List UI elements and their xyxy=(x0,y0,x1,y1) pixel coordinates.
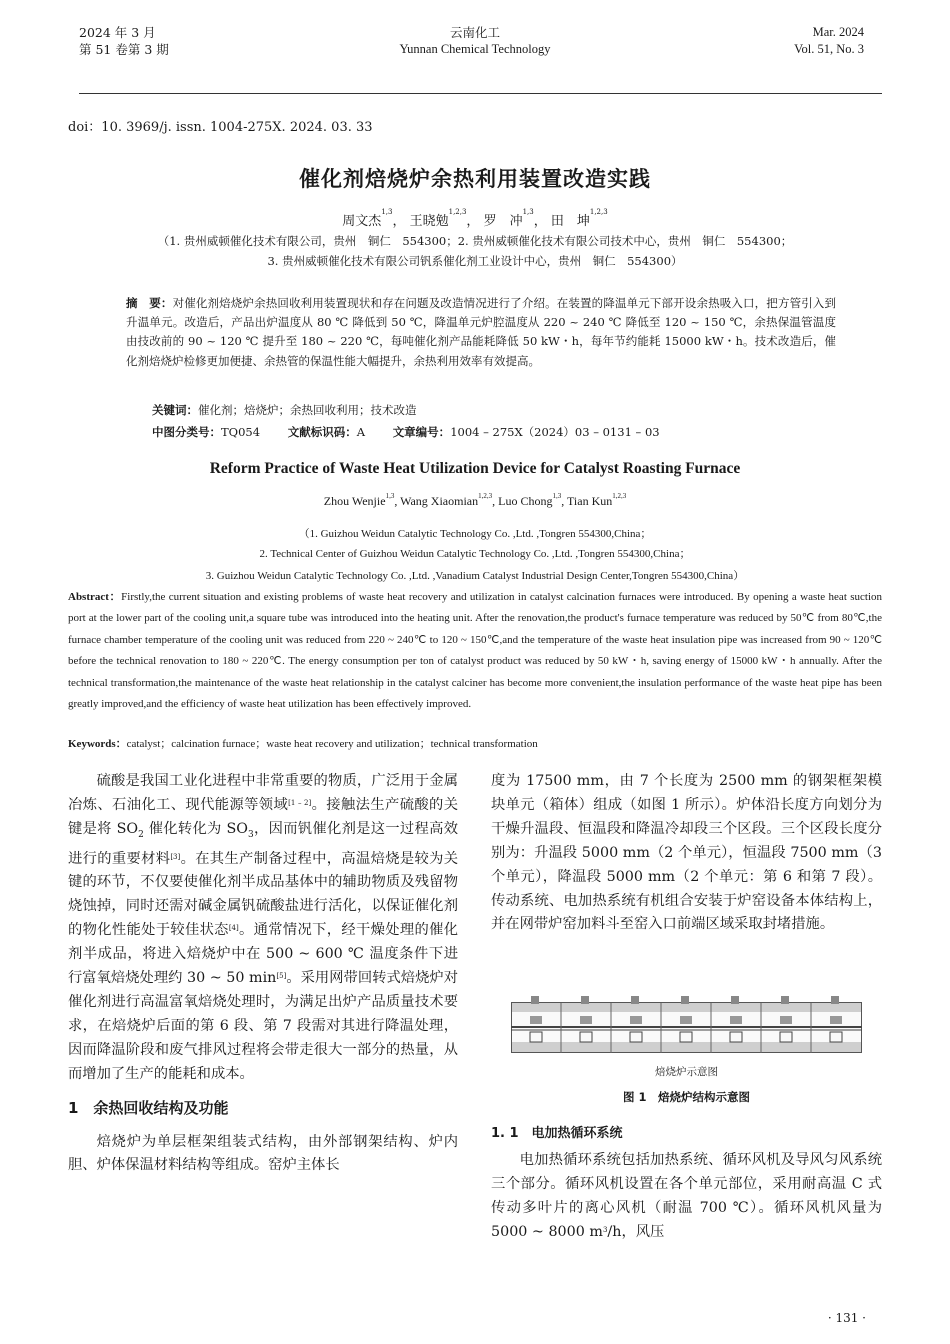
abstract-text: 对催化剂焙烧炉余热回收利用装置现状和存在问题及改造情况进行了介绍。在装置的降温单元下部开设余热吸入口，把方管引入到升温单元。改造后，产品出炉温度从 80 ℃ 降低到 50 ℃，降温单元炉腔温度从 220 ~ 240 ℃ 降低至 120 ~ 150 ℃，余热保温管温度由技改前的 90 ~ 120 ℃ 提升至 180 ~ 220 ℃，每吨催化剂产品能耗降低 50 kW・h，每年节约能耗 15000 kW・h。技术改造后，催化剂焙烧炉检修更加便捷、余热管的保温性能大幅提升，余热利用效率有效提高。 xyxy=(126,296,837,368)
duct-box xyxy=(830,1016,842,1024)
figure-sublabel: 焙烧炉示意图 xyxy=(655,1066,718,1078)
doi: doi：10. 3969/j. issn. 1004-275X. 2024. 03. 33 xyxy=(68,120,373,135)
body-paragraph: 焙烧炉为单层框架组装式结构，由外部钢架结构、炉内胆、炉体保温材料结构等组成。窑炉主体长 xyxy=(68,1133,458,1174)
section-heading: 1 余热回收结构及功能 xyxy=(68,1098,229,1117)
subsection-heading: 1. 1 电加热循环系统 xyxy=(491,1126,623,1141)
body-right-column xyxy=(491,770,882,937)
paper-title-en: Reform Practice of Waste Heat Utilization Device for Catalyst Roasting Furnace xyxy=(209,460,741,477)
author-affiliation-mark: 1,2,3 xyxy=(448,208,467,216)
citation: [5] xyxy=(276,972,287,981)
text-run: 。通常情况下，经干燥处理的催化剂半成品，将进入焙烧炉中在 500 ~ 600 ℃ 温度条件下进行富氧焙烧处理约 30 ~ 50 min xyxy=(68,922,459,987)
body-paragraph xyxy=(491,1149,882,1245)
text-run: 。采用网带回转式焙烧炉对催化剂进行高温富氧焙烧处理时，为满足出炉产品质量技术要求，在焙烧炉后面的第 6 段、第 7 段需对其进行降温处理，因而降温阶段和废气排风过程将会带走很大一部分的热量，从而增加了生产的能耗和成本。 xyxy=(68,970,458,1082)
affiliation-line-en: 2. Technical Center of Guizhou Weidun Catalytic Technology Co. ,Ltd. ,Tongren 554300,China； xyxy=(259,548,691,560)
paper-title: 催化剂焙烧炉余热利用装置改造实践 xyxy=(299,167,651,191)
citation: [3] xyxy=(170,852,181,861)
clc-label: 中图分类号： xyxy=(152,425,221,439)
duct-box xyxy=(530,1016,542,1024)
text-run: 硫酸是我国工业化进程中非常重要的物质，广泛用于金属冶炼、石油化工、现代能源等领域 xyxy=(68,773,458,813)
author: 周文杰 xyxy=(342,214,382,229)
keywords xyxy=(152,402,417,418)
abstract-text-en: Firstly,the current situation and existing problems of waste heat recovery and utilization in catalyst calcination furnaces were introduced. By opening a waste heat suction port at the lower part of the cooling unit,a square tube was introduced into the heating unit. After the renovation,the product's furnace temperature was reduced by 50℃ from 80℃,the furnace chamber temperature of the cooling unit was reduced from 220 ~ 240℃ to 120 ~ 150℃,and the temperature of the waste heat insulation pipe was increased from 90 ~ 120℃ before the technical renovation to 180 ~ 220℃. The energy consumption per ton of catalyst product was reduced by 50 kW・h, saving energy of 15000 kW・h annually. After the technical transformation,the maintenance of the waste heat relationship in the catalyst calciner has become more convenient,the insulation performance of the waste heat pipe has been greatly improved,and the efficiency of waste heat utilization has been effectively improved. xyxy=(68,591,883,711)
header-volume-en: Vol. 51, No. 3 xyxy=(794,42,864,56)
citation: [4] xyxy=(228,924,239,933)
affiliation-line: （1. 贵州威顿催化技术有限公司，贵州 铜仁 554300；2. 贵州威顿催化技术有限公司技术中心，贵州 铜仁 554300； xyxy=(157,234,793,248)
duct-box xyxy=(630,1016,642,1024)
author-affiliation-mark: 1,2,3 xyxy=(589,208,608,216)
body-right-column-continued xyxy=(491,1122,882,1245)
abstract-label-en: Abstract： xyxy=(68,591,122,603)
fan-motor xyxy=(781,996,789,1004)
header-date: 2024 年 3 月 xyxy=(79,25,156,40)
furnace-diagram xyxy=(511,996,862,1054)
author: 田 坤 xyxy=(550,214,590,229)
text-run: 。接触法生产硫酸的关键是将 SO xyxy=(68,796,459,837)
superscript: 3 xyxy=(602,1225,608,1234)
abstract-label: 摘 要： xyxy=(126,296,173,310)
clc-value: TQ054 xyxy=(221,425,261,439)
body-paragraph xyxy=(68,770,458,1087)
subscript: 2 xyxy=(138,829,144,840)
keywords-en xyxy=(68,735,538,751)
author-affiliation-mark: 1,3 xyxy=(522,208,534,216)
page-number: · 131 · xyxy=(827,1311,866,1325)
author-affiliation-mark: 1,3 xyxy=(552,492,562,500)
author-affiliation-mark: 1,3 xyxy=(385,492,395,500)
affiliation-line-en: 3. Guizhou Weidun Catalytic Technology Co. ,Ltd. ,Vanadium Catalyst Industrial Design Center,Tongren 554300,China） xyxy=(205,570,745,582)
article-number-label: 文章编号： xyxy=(392,425,451,439)
abstract-en xyxy=(68,587,882,715)
author-affiliation-mark: 1,2,3 xyxy=(612,492,627,500)
duct-box xyxy=(780,1016,792,1024)
bottom-insulation xyxy=(512,1042,861,1052)
figure-caption: 图 1 焙烧炉结构示意图 xyxy=(622,1090,750,1104)
author-en: Wang Xiaomian xyxy=(400,494,479,508)
citation: [1 – 2] xyxy=(288,798,312,807)
affiliation-line: 3. 贵州威顿催化技术有限公司钒系催化剂工业设计中心，贵州 铜仁 554300） xyxy=(267,254,683,268)
text-run: ，因而钒催化剂是这一过程高效进行的重要材料 xyxy=(68,820,458,867)
abstract xyxy=(126,294,836,371)
fan-motor xyxy=(831,996,839,1004)
header-date-en: Mar. 2024 xyxy=(812,25,864,39)
header-volume: 第 51 卷第 3 期 xyxy=(79,42,169,57)
duct-box xyxy=(580,1016,592,1024)
classification-line xyxy=(152,424,660,440)
journal-name-cn: 云南化工 xyxy=(449,25,500,40)
duct-box xyxy=(680,1016,692,1024)
author-list-en: Zhou Wenjie$^{1,3}$, Wang Xiaomian$^{1,2,3}$, Luo Chong$^{1,3}$, Tian Kun$^{1,2,3}$ xyxy=(323,492,627,508)
keywords-label-en: Keywords： xyxy=(68,738,127,750)
author-list: 周文杰$^{1,3}$， 王晓勉$^{1,2,3}$， 罗 冲$^{1,3}$， 田 坤$^{1,2,3}$ xyxy=(342,208,608,229)
subscript: 3 xyxy=(248,829,254,840)
text-run: 催化转化为 SO xyxy=(143,820,248,837)
keywords-text-en: catalyst；calcination furnace；waste heat recovery and utilization；technical transformation xyxy=(126,738,538,750)
author-en: Luo Chong xyxy=(498,494,553,508)
keywords-label: 关键词： xyxy=(152,403,198,417)
fan-motor xyxy=(631,996,639,1004)
text-run: 电加热循环系统包括加热系统、循环风机及导风匀风系统三个部分。循环风机设置在各个单元部位，采用耐高温 C 式传动多叶片的离心风机（耐温 700 ℃）。循环风机风量为 5000 ~ 8000 m xyxy=(491,1151,882,1240)
text-run: /h，风压 xyxy=(607,1223,665,1240)
duct-box xyxy=(730,1016,742,1024)
journal-name-en: Yunnan Chemical Technology xyxy=(399,42,551,56)
fan-motor xyxy=(681,996,689,1004)
article-number-value: 1004 – 275X（2024）03 – 0131 – 03 xyxy=(450,425,660,439)
journal-date-volume-en xyxy=(794,24,864,58)
fan-motor xyxy=(731,996,739,1004)
author-affiliation-mark: 1,2,3 xyxy=(478,492,493,500)
body-left-column xyxy=(68,770,458,1178)
doc-code-label: 文献标识码： xyxy=(287,425,357,439)
author-en: Zhou Wenjie xyxy=(323,494,386,508)
author: 罗 冲 xyxy=(483,214,523,229)
keywords-text: 催化剂；焙烧炉；余热回收利用；技术改造 xyxy=(198,403,417,417)
body-paragraph: 度为 17500 mm，由 7 个长度为 2500 mm 的钢架框架模块单元（箱体）组成（如图 1 所示）。炉体沿长度方向划分为干燥升温段、恒温段和降温冷却段三个区段。三个区段长度分别为：升温段 5000 mm（2 个单元），恒温段 7500 mm（3 个单元），降温段 5000 mm（2 个单元：第 6 和第 7 段）。传动系统、电加热系统有机组合安装于炉窑设备本体结构上，并在网带炉窑加料斗至窑入口前端区域采取封堵措施。 xyxy=(491,773,882,933)
fan-motor xyxy=(531,996,539,1004)
text-run: 。在其生产制备过程中，高温焙烧是较为关键的环节，不仅要使催化剂半成品基体中的辅助物质及残留物烧蚀掉，同时还需对碱金属钒硫酸盐进行活化，以保证催化剂的物化性能处于较佳状态 xyxy=(68,850,458,939)
author-affiliation-mark: 1,3 xyxy=(381,208,393,216)
author: 王晓勉 xyxy=(409,214,449,229)
doc-code-value: A xyxy=(356,425,366,439)
author-en: Tian Kun xyxy=(567,494,613,508)
fan-motor xyxy=(581,996,589,1004)
header-rule xyxy=(79,93,882,94)
top-insulation xyxy=(512,1003,861,1012)
affiliation-line-en: （1. Guizhou Weidun Catalytic Technology Co. ,Ltd. ,Tongren 554300,China； xyxy=(298,528,652,540)
